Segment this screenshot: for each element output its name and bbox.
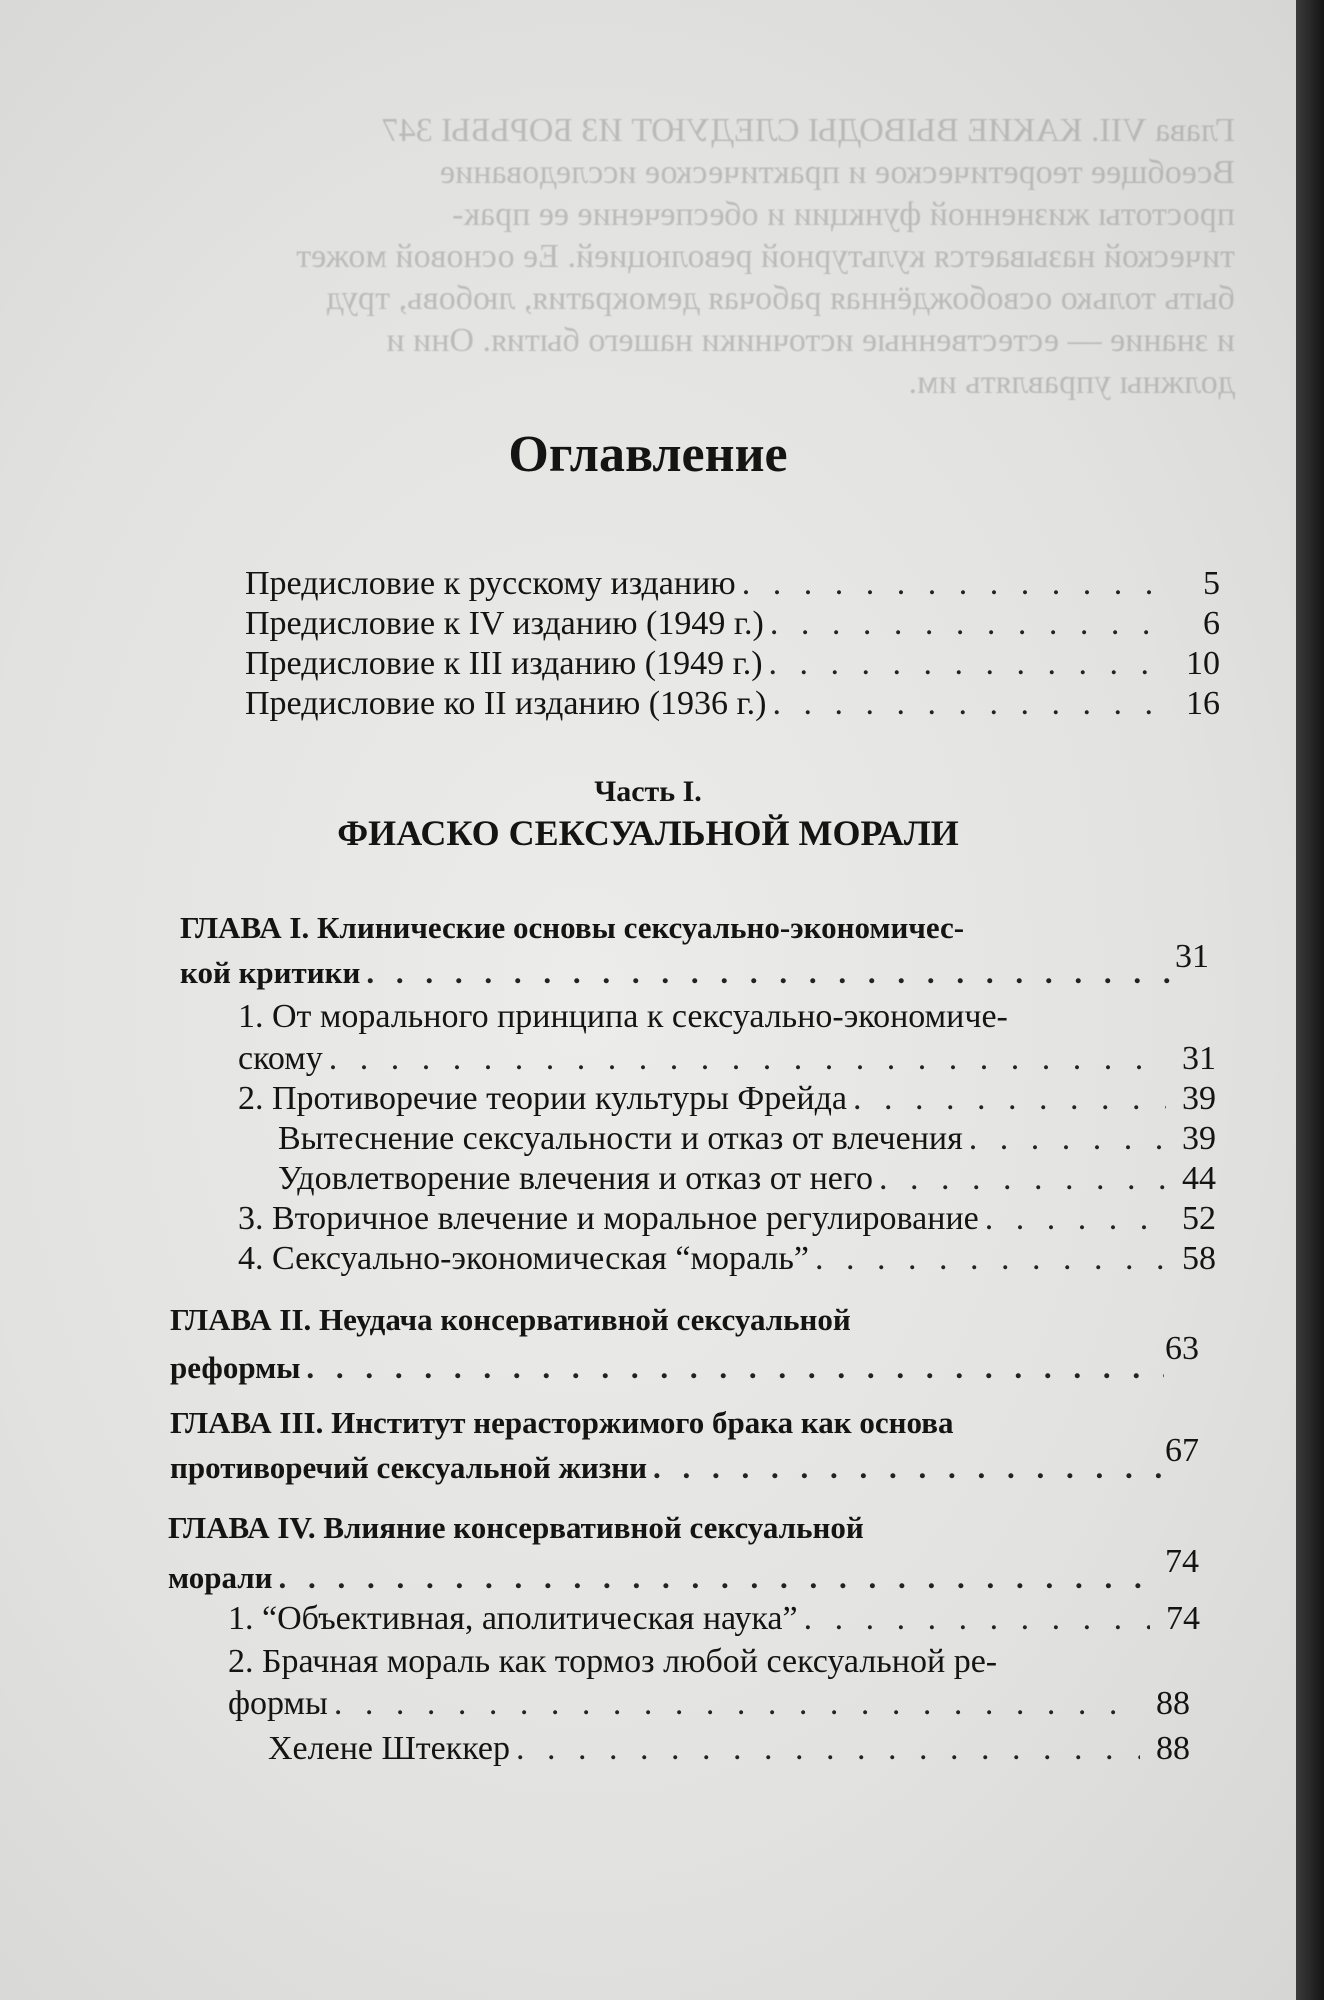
chapter-3-heading: ГЛАВА III. Институт нерасторжимого брака как основа: [170, 1405, 954, 1440]
chapter-3-heading-cont: противоречий сексуальной жизни . . .: [170, 1450, 1170, 1490]
section-1-3: 3. Вторичное влечение и моральное регулирование . . . 52: [238, 1200, 1216, 1240]
chapter-2-page: 63: [1165, 1330, 1199, 1367]
book-binding-edge: [1296, 0, 1324, 2000]
section-1-4: 4. Сексуально-экономическая “мораль” . . . 58: [238, 1240, 1216, 1280]
toc-entry-preface-ii: Предисловие ко II изданию (1936 г.) . . . 16: [245, 685, 1220, 725]
part-title: ФИАСКО СЕКСУАЛЬНОЙ МОРАЛИ: [337, 813, 959, 853]
section-1-1: 1. От морального принципа к сексуально-экономиче-: [238, 998, 1008, 1035]
section-1-2b: Удовлетворение влечения и отказ от него . . . 44: [278, 1160, 1216, 1200]
section-1-2a: Вытеснение сексуальности и отказ от влечения . . . 39: [278, 1120, 1216, 1160]
chapter-1-heading: ГЛАВА I. Клинические основы сексуально-экономичес-: [180, 910, 965, 945]
chapter-2-heading-cont: реформы . . .: [170, 1350, 1170, 1390]
section-4-1: 1. “Объективная, аполитическая наука” . . . 74: [228, 1600, 1200, 1640]
part-number: Часть I.: [594, 775, 702, 808]
chapter-4-heading: ГЛАВА IV. Влияние консервативной сексуальной: [168, 1510, 864, 1545]
chapter-2-heading: ГЛАВА II. Неудача консервативной сексуальной: [170, 1302, 851, 1337]
section-1-1-cont: скому . . . 31: [238, 1040, 1216, 1080]
section-1-2: 2. Противоречие теории культуры Фрейда . . . 39: [238, 1080, 1216, 1120]
toc-entry-preface-iv: Предисловие к IV изданию (1949 г.) . . . 6: [245, 605, 1220, 645]
section-4-2-cont: формы . . . 88: [228, 1685, 1190, 1725]
toc-title: Оглавление: [508, 426, 788, 483]
section-4-2a: Хелене Штеккер . . . 88: [268, 1730, 1190, 1770]
toc-entry-preface-iii: Предисловие к III изданию (1949 г.) . . . 10: [245, 645, 1220, 685]
toc-entry-preface-russian: Предисловие к русскому изданию . . . 5: [245, 565, 1220, 605]
chapter-4-page: 74: [1165, 1543, 1199, 1580]
chapter-1-page: 31: [1175, 938, 1209, 975]
chapter-3-page: 67: [1165, 1432, 1199, 1469]
chapter-4-heading-cont: морали . . .: [168, 1560, 1168, 1600]
bleed-through-text: Глава VII. КАКИЕ ВЫВОДЫ СЛЕДУЮТ ИЗ БОРЬБЫ 347 Всеобщее теоретическое и практическое исследование простоты жизненной функции и обеспечение ее прак- тической называется культурной революцией. Ее основой может быть только освобождённая рабочая демократия, любовь, труд и знание — естественные источники нашего бытия. Они и должны управлять им.: [296, 112, 1235, 401]
chapter-1-heading-cont: кой критики . . .: [180, 955, 1180, 995]
section-4-2: 2. Брачная мораль как тормоз любой сексуальной ре-: [228, 1643, 998, 1680]
